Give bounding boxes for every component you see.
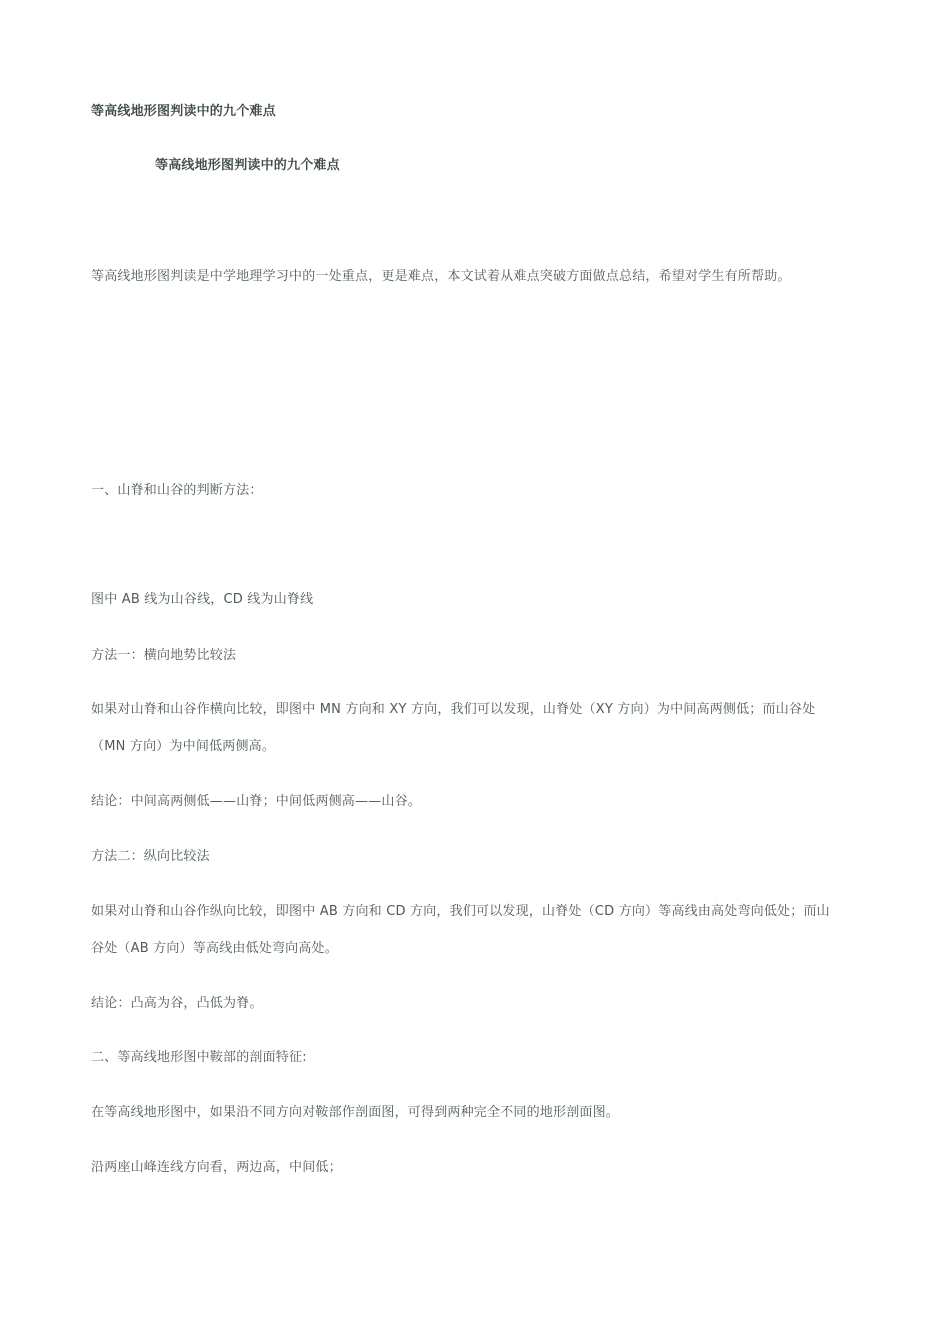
paragraph-line: 如果对山脊和山谷作纵向比较，即图中 AB 方向和 CD 方向，我们可以发现，山脊处（CD 方向）等高线由高处弯向低处；而山 bbox=[91, 904, 830, 919]
paragraph-line: 如果对山脊和山谷作横向比较，即图中 MN 方向和 XY 方向，我们可以发现，山脊处（XY 方向）为中间高两侧低；而山谷处 bbox=[91, 702, 816, 717]
method-heading: 方法一：横向地势比较法 bbox=[91, 648, 237, 663]
paragraph-line: （MN 方向）为中间低两侧高。 bbox=[91, 739, 276, 754]
paragraph-line: 图中 AB 线为山谷线，CD 线为山脊线 bbox=[91, 592, 314, 607]
section-heading-saddle: 二、等高线地形图中鞍部的剖面特征: bbox=[91, 1050, 307, 1065]
conclusion-line: 结论：凸高为谷，凸低为脊。 bbox=[91, 996, 263, 1011]
paragraph-line: 谷处（AB 方向）等高线由低处弯向高处。 bbox=[91, 941, 338, 956]
method-heading: 方法二：纵向比较法 bbox=[91, 849, 210, 864]
intro-paragraph: 等高线地形图判读是中学地理学习中的一处重点，更是难点，本文试着从难点突破方面做点总结，希望对学生有所帮助。 bbox=[91, 269, 791, 284]
paragraph-line: 在等高线地形图中，如果沿不同方向对鞍部作剖面图，可得到两种完全不同的地形剖面图。 bbox=[91, 1105, 620, 1120]
paragraph-line: 沿两座山峰连线方向看，两边高，中间低； bbox=[91, 1160, 342, 1175]
conclusion-line: 结论：中间高两侧低——山脊；中间低两侧高——山谷。 bbox=[91, 794, 422, 809]
document-header-title: 等高线地形图判读中的九个难点 bbox=[91, 104, 276, 119]
section-heading-ridge-valley: 一、山脊和山谷的判断方法： bbox=[91, 483, 263, 498]
document-title: 等高线地形图判读中的九个难点 bbox=[155, 158, 340, 173]
